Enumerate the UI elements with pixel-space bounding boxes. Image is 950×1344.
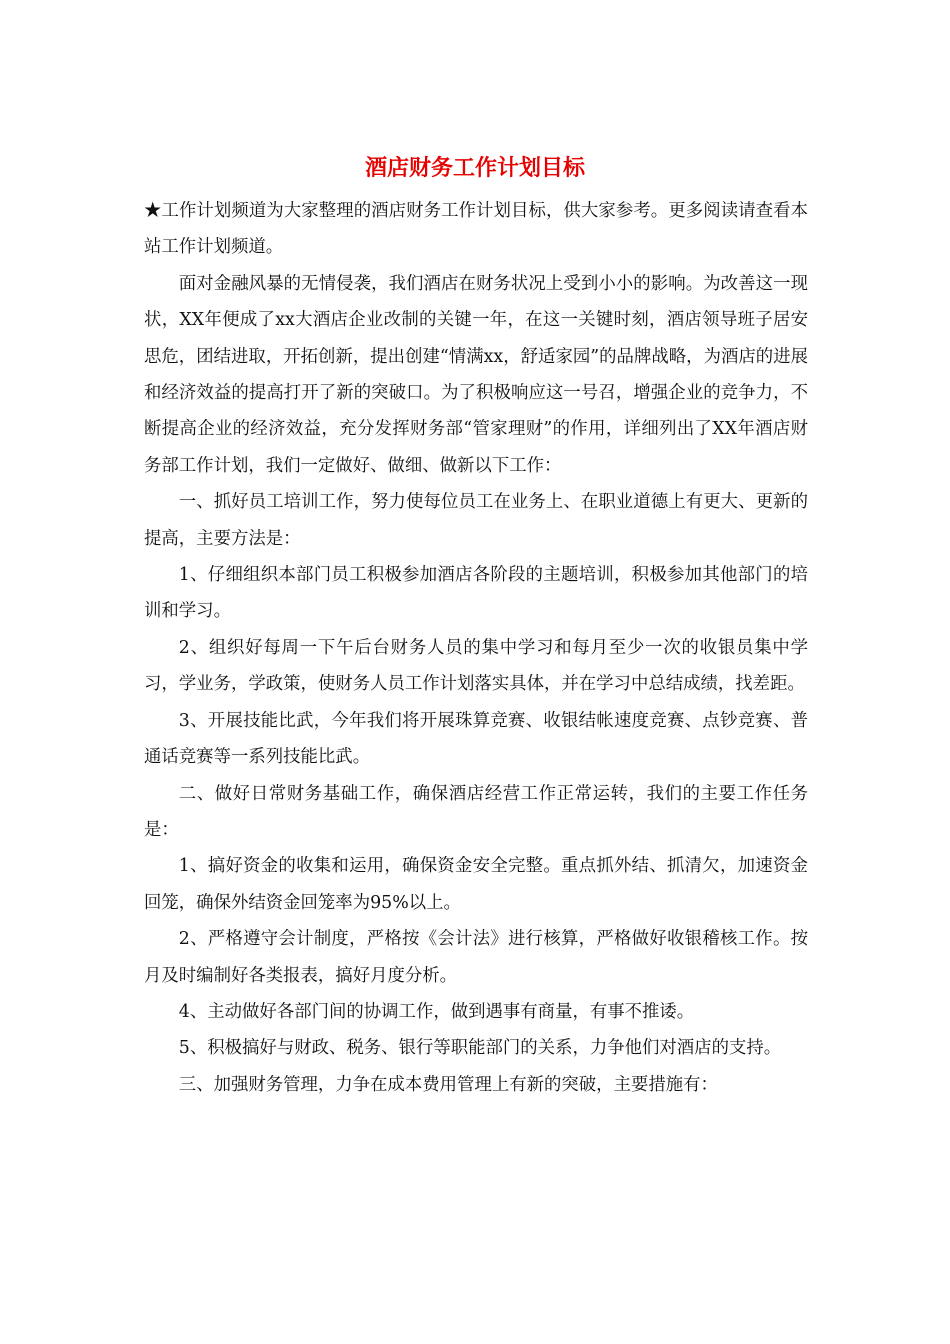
section-heading-1: 一、抓好员工培训工作，努力使每位员工在业务上、在职业道德上有更大、更新的提高，主要方法是： bbox=[144, 492, 808, 549]
list-item: 2、严格遵守会计制度，严格按《会计法》进行核算，严格做好收银稽核工作。按月及时编制好各类报表，搞好月度分析。 bbox=[144, 929, 808, 986]
list-item: 1、仔细组织本部门员工积极参加酒店各阶段的主题培训，积极参加其他部门的培训和学习。 bbox=[144, 565, 808, 622]
list-item: 5、积极搞好与财政、税务、银行等职能部门的关系，力争他们对酒店的支持。 bbox=[178, 1038, 782, 1059]
section-heading-3: 三、加强财务管理，力争在成本费用管理上有新的突破，主要措施有： bbox=[178, 1074, 718, 1095]
document-body bbox=[144, 193, 808, 1103]
list-item: 2、组织好每周一下午后台财务人员的集中学习和每月至少一次的收银员集中学习，学业务，学政策，使财务人员工作计划落实具体，并在学习中总结成绩，找差距。 bbox=[144, 637, 808, 695]
list-item: 4、主动做好各部门间的协调工作，做到遇事有商量，有事不推诿。 bbox=[178, 1001, 695, 1022]
intro-paragraph: ★工作计划频道为大家整理的酒店财务工作计划目标，供大家参考。更多阅读请查看本站工作计划频道。 bbox=[144, 201, 808, 258]
section-heading-2: 二、做好日常财务基础工作，确保酒店经营工作正常运转，我们的主要工作任务是： bbox=[144, 783, 808, 840]
document-title: 酒店财务工作计划目标 bbox=[364, 155, 585, 181]
body-paragraph: 面对金融风暴的无情侵袭，我们酒店在财务状况上受到小小的影响。为改善这一现状，XX年便成了xx大酒店企业改制的关键一年，在这一关键时刻，酒店领导班子居安思危，团结进取，开拓创新，提出创建“情满xx，舒适家园”的品牌战略，为酒店的进展和经济效益的提高打开了新的突破口。为了积极响应这一号召，增强企业的竞争力，不断提高企业的经济效益，充分发挥财务部“管家理财”的作用，详细列出了XX年酒店财务部工作计划，我们一定做好、做细、做新以下工作： bbox=[144, 273, 808, 476]
list-item: 1、搞好资金的收集和运用，确保资金安全完整。重点抓外结、抓清欠，加速资金回笼，确保外结资金回笼率为95%以上。 bbox=[144, 856, 808, 913]
list-item: 3、开展技能比武，今年我们将开展珠算竞赛、收银结帐速度竞赛、点钞竞赛、普通话竞赛等一系列技能比武。 bbox=[144, 710, 808, 768]
